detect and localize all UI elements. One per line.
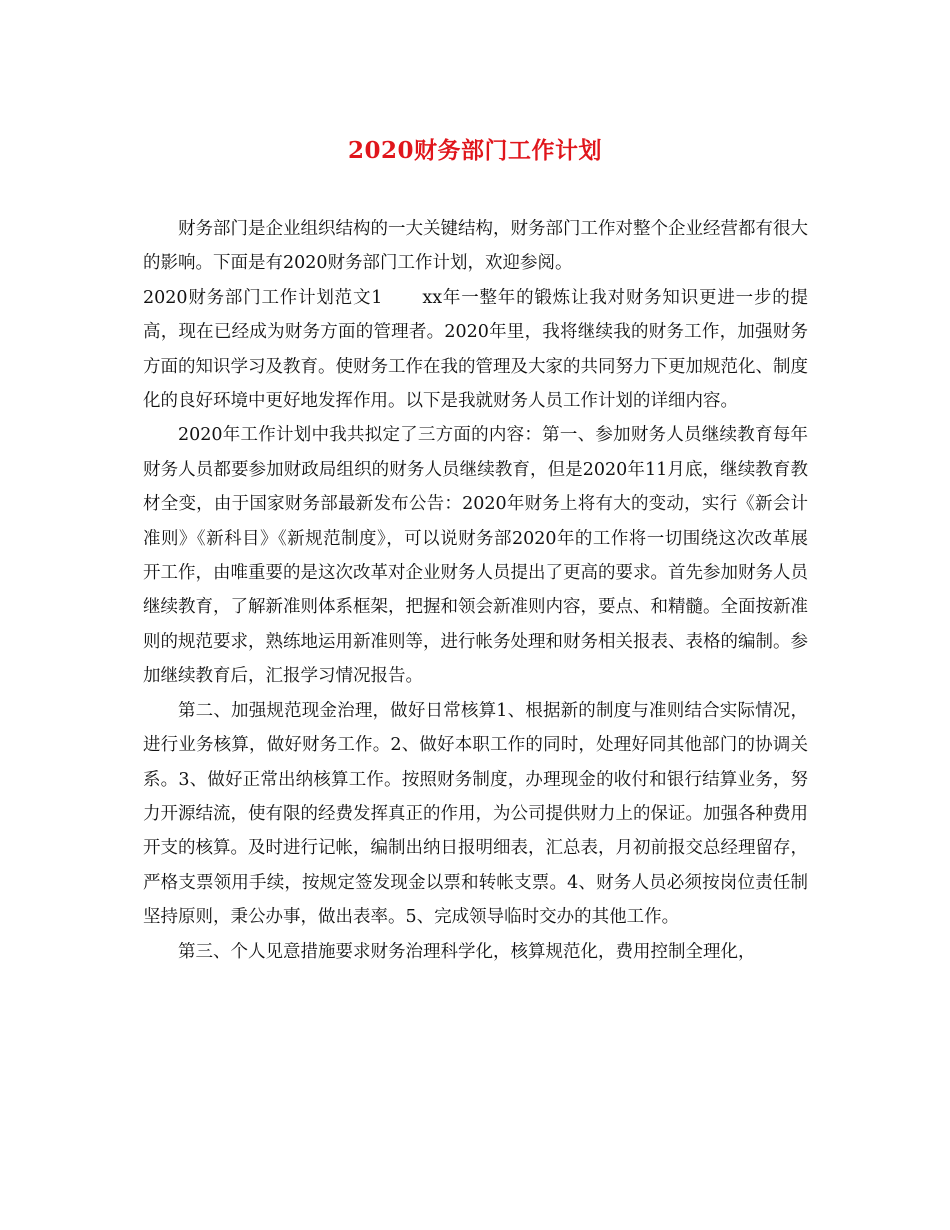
section-text: xx年一整年的锻炼让我对财务知识更进一步的提高，现在已经成为财务方面的管理者。2020年里，我将继续我的财务工作，加强财务方面的知识学习及教育。使财务工作在我的管理及大家的共同努力下更加规范化、制度化的良好环境中更好地发挥作用。以下是我就财务人员工作计划的详细内容。 xyxy=(143,287,808,412)
paragraph-third: 第三、个人见意措施要求财务治理科学化，核算规范化，费用控制全理化， xyxy=(178,941,756,962)
paragraph-first: 2020年工作计划中我共拟定了三方面的内容：第一、参加财务人员继续教育每年财务人员都要参加财政局组织的财务人员继续教育，但是2020年11月底，继续教育教材全变，由于国家财务部最新发布公告：2020年财务上将有大的变动，实行《新会计准则》《新科目》《新规范制度》，可以说财务部2020年的工作将一切围绕这次改革展开工作，由唯重要的是这次改革对企业财务人员提出了更高的要求。首先参加财务人员继续教育，了解新准则体系框架，把握和领会新准则内容，要点、和精髓。全面按新准则的规范要求，熟练地运用新准则等，进行帐务处理和财务相关报表、表格的编制。参加继续教育后，汇报学习情况报告。 xyxy=(143,425,808,687)
section-label: 2020财务部门工作计划范文1 xyxy=(143,287,383,308)
document-title: 2020财务部门工作计划 xyxy=(347,137,602,164)
intro-paragraph: 财务部门是企业组织结构的一大关键结构，财务部门工作对整个企业经营都有很大的影响。下面是有2020财务部门工作计划，欢迎参阅。 xyxy=(143,219,808,274)
paragraph-second: 第二、加强规范现金治理，做好日常核算1、根据新的制度与准则结合实际情况，进行业务核算，做好财务工作。2、做好本职工作的同时，处理好同其他部门的协调关系。3、做好正常出纳核算工作。按照财务制度，办理现金的收付和银行结算业务，努力开源结流，使有限的经费发挥真正的作用，为公司提供财力上的保证。加强各种费用开支的核算。及时进行记帐，编制出纳日报明细表，汇总表，月初前报交总经理留存，严格支票领用手续，按规定签发现金以票和转帐支票。4、财务人员必须按岗位责任制坚持原则，秉公办事，做出表率。5、完成领导临时交办的其他工作。 xyxy=(143,700,808,928)
document-body xyxy=(143,212,808,969)
section-paragraph xyxy=(143,281,808,419)
